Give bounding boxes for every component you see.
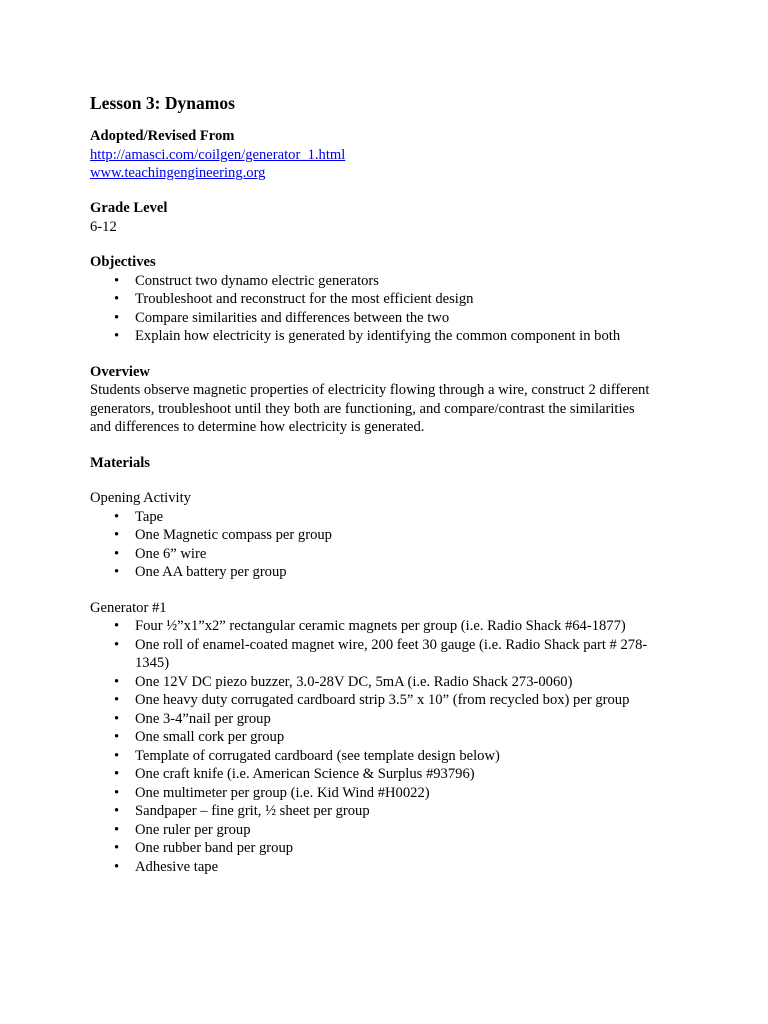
list-item: • Compare similarities and differences between the two	[114, 309, 450, 326]
list-item: • Four ½”x1”x2” rectangular ceramic magnets per group (i.e. Radio Shack #64-1877)	[114, 618, 626, 634]
overview-heading: Overview	[90, 363, 150, 380]
adopted-heading: Adopted/Revised From	[90, 128, 235, 144]
opening-activity-label: Opening Activity	[90, 490, 191, 506]
bullet-icon: •	[114, 784, 120, 801]
bullet-icon: •	[114, 747, 120, 764]
list-item: • Sandpaper – fine grit, ½ sheet per group	[114, 803, 370, 819]
bullet-icon: •	[114, 309, 120, 326]
bullet-icon: •	[114, 636, 120, 653]
list-item: • Construct two dynamo electric generators	[114, 272, 379, 289]
lesson-title: Lesson 3: Dynamos	[90, 93, 235, 113]
bullet-icon: •	[114, 692, 120, 708]
bullet-icon: •	[114, 729, 120, 745]
bullet-icon: •	[114, 328, 120, 344]
bullet-icon: •	[114, 840, 120, 856]
materials-heading: Materials	[90, 454, 150, 471]
list-item: • One rubber band per group	[114, 840, 294, 856]
overview-paragraph	[90, 381, 680, 437]
list-item: • One 12V DC piezo buzzer, 3.0-28V DC, 5mA (i.e. Radio Shack 273-0060)	[114, 673, 573, 690]
bullet-icon: •	[114, 527, 120, 543]
list-item: • Tape	[114, 508, 164, 525]
bullet-icon: •	[114, 564, 120, 580]
list-item: • Template of corrugated cardboard (see template design below)	[114, 747, 500, 764]
bullet-icon: •	[114, 618, 120, 634]
bullet-icon: •	[114, 710, 120, 727]
source-link-teachingengineering[interactable]: www.teachingengineering.org	[90, 165, 266, 181]
list-item: • Troubleshoot and reconstruct for the most efficient design	[114, 291, 474, 307]
list-item: • One multimeter per group (i.e. Kid Wind #H0022)	[114, 784, 430, 801]
list-item: • Explain how electricity is generated by identifying the common component in both	[114, 328, 621, 344]
list-item: • One 6” wire	[114, 545, 207, 562]
list-item: • One 3-4”nail per group	[114, 710, 271, 727]
list-item: • Adhesive tape	[114, 858, 219, 875]
bullet-icon: •	[114, 291, 120, 307]
bullet-icon: •	[114, 766, 120, 782]
generator-1-list	[90, 617, 680, 876]
objectives-heading: Objectives	[90, 254, 156, 270]
bullet-icon: •	[114, 673, 120, 690]
document-page	[90, 91, 680, 876]
generator-1-label: Generator #1	[90, 599, 167, 616]
opening-activity-list	[90, 508, 680, 582]
list-item: • One AA battery per group	[114, 564, 287, 580]
grade-value: 6-12	[90, 218, 117, 235]
bullet-icon: •	[114, 545, 120, 562]
bullet-icon: •	[114, 508, 120, 525]
grade-heading: Grade Level	[90, 200, 168, 216]
list-item: • One heavy duty corrugated cardboard strip 3.5” x 10” (from recycled box) per group	[114, 692, 630, 708]
list-item: • One craft knife (i.e. American Science & Surplus #93796)	[114, 766, 475, 782]
bullet-icon: •	[114, 272, 120, 289]
objectives-list	[90, 272, 680, 346]
overview-line: and differences to determine how electricity is generated.	[90, 419, 425, 435]
bullet-icon: •	[114, 803, 120, 819]
overview-line: Students observe magnetic properties of electricity flowing through a wire, construct 2 different	[90, 382, 650, 398]
list-item: • One Magnetic compass per group	[114, 527, 332, 543]
bullet-icon: •	[114, 821, 120, 838]
overview-line: generators, troubleshoot until they both are functioning, and compare/contrast the similarities	[90, 400, 635, 417]
source-link-amasci[interactable]: http://amasci.com/coilgen/generator_1.html	[90, 146, 346, 163]
list-item: • One small cork per group	[114, 729, 285, 745]
list-item: • One ruler per group	[114, 821, 251, 838]
list-item: • One roll of enamel-coated magnet wire, 200 feet 30 gauge (i.e. Radio Shack part # 278- 1345)	[114, 636, 648, 671]
bullet-icon: •	[114, 858, 120, 875]
